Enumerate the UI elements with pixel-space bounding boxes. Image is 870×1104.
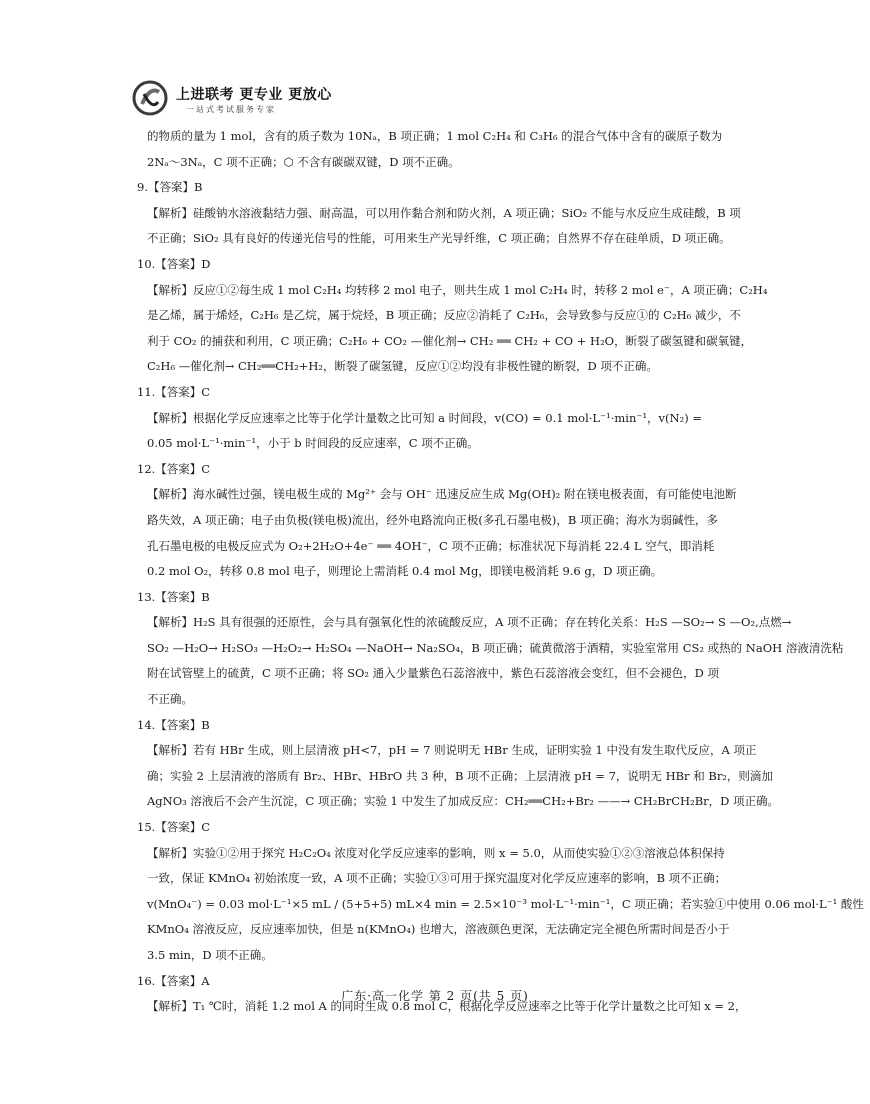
text-line: 【解析】硅酸钠水溶液黏结力强、耐高温，可以用作黏合剂和防火剂，A 项正确；SiO₂ 不能与水反应生成硅酸，B 项 bbox=[147, 205, 741, 220]
text-line: SO₂ —H₂O→ H₂SO₃ —H₂O₂→ H₂SO₄ —NaOH→ Na₂SO₄，B 项正确；硫黄微溶于酒精，实验室常用 CS₂ 或热的 NaOH 溶液清洗粘 bbox=[147, 640, 844, 655]
answer-heading-10: 10.【答案】D bbox=[137, 256, 211, 271]
text-line: 【解析】H₂S 具有很强的还原性，会与具有强氧化性的浓硫酸反应，A 项不正确；存在转化关系：H₂S —SO₂→ S —O₂,点燃→ bbox=[147, 615, 792, 630]
text-line: 【解析】海水碱性过强，镁电极生成的 Mg²⁺ 会与 OH⁻ 迅速反应生成 Mg(OH)₂ 附在镁电极表面，有可能使电池断 bbox=[147, 487, 737, 502]
text-line: 3.5 min，D 项不正确。 bbox=[147, 948, 273, 962]
text-line: 不正确；SiO₂ 具有良好的传递光信号的性能，可用来生产光导纤维，C 项正确；自然界不存在硅单质，D 项正确。 bbox=[147, 231, 731, 246]
text-line: 【解析】反应①②每生成 1 mol C₂H₄ 均转移 2 mol 电子，则共生成 1 mol C₂H₄ 时，转移 2 mol e⁻，A 项正确；C₂H₄ bbox=[147, 282, 768, 297]
text-line: 是乙烯，属于烯烃，C₂H₆ 是乙烷，属于烷烃，B 项正确；反应②消耗了 C₂H₆，会导致参与反应①的 C₂H₆ 减少，不 bbox=[147, 308, 741, 323]
text-line: 确；实验 2 上层清液的溶质有 Br₂、HBr、HBrO 共 3 种，B 项不正确；上层清液 pH = 7，说明无 HBr 和 Br₂，则滴加 bbox=[147, 768, 773, 783]
text-line: C₂H₆ —催化剂→ CH₂══CH₂+H₂，断裂了碳氢键，反应①②均没有非极性键的断裂，D 项不正确。 bbox=[147, 359, 658, 374]
header bbox=[132, 80, 352, 122]
text-line: 利于 CO₂ 的捕获和利用，C 项正确；C₂H₆ + CO₂ —催化剂→ CH₂ ══ CH₂ + CO + H₂O，断裂了碳氢键和碳氧键， bbox=[147, 333, 753, 348]
text-line: KMnO₄ 溶液反应，反应速率加快，但是 n(KMnO₄) 也增大，溶液颜色更深，无法确定完全褪色所需时间是否小于 bbox=[147, 922, 730, 937]
text-line: 孔石墨电极的电极反应式为 O₂+2H₂O+4e⁻ ══ 4OH⁻，C 项不正确；标准状况下每消耗 22.4 L 空气，即消耗 bbox=[147, 538, 715, 553]
answer-heading-11: 11.【答案】C bbox=[137, 384, 211, 399]
text-line: 【解析】若有 HBr 生成，则上层清液 pH<7，pH = 7 则说明无 HBr 生成，证明实验 1 中没有发生取代反应，A 项正 bbox=[147, 743, 757, 758]
text-line: 附在试管壁上的硫黄，C 项不正确；将 SO₂ 通入少量紫色石蕊溶液中，紫色石蕊溶液会变红，但不会褪色，D 项 bbox=[147, 666, 720, 681]
header-slogan: 上进联考 更专业 更放心 bbox=[176, 87, 332, 103]
text-line: 的物质的量为 1 mol，含有的质子数为 10Nₐ，B 项正确；1 mol C₂H₄ 和 C₃H₆ 的混合气体中含有的碳原子数为 bbox=[147, 129, 723, 143]
logo-icon bbox=[132, 80, 168, 116]
answer-heading-14: 14.【答案】B bbox=[137, 717, 210, 732]
answer-explanations bbox=[137, 128, 864, 1024]
header-subslogan: 一站式考试服务专家 bbox=[186, 105, 276, 114]
page-footer: 广东·高一化学 第 2 页(共 5 页) bbox=[341, 989, 529, 1003]
answer-heading-9: 9.【答案】B bbox=[137, 180, 203, 195]
text-line: 【解析】T₁ ℃时，消耗 1.2 mol A 的同时生成 0.8 mol C，根据化学反应速率之比等于化学计量数之比可知 x = 2， bbox=[147, 999, 747, 1014]
text-line: AgNO₃ 溶液后不会产生沉淀，C 项正确；实验 1 中发生了加成反应：CH₂══CH₂+Br₂ ——→ CH₂BrCH₂Br，D 项正确。 bbox=[147, 794, 780, 809]
text-line: 0.05 mol·L⁻¹·min⁻¹，小于 b 时间段的反应速率，C 项不正确。 bbox=[147, 436, 479, 451]
text-line: 一致，保证 KMnO₄ 初始浓度一致，A 项不正确；实验①③可用于探究温度对化学反应速率的影响，B 项不正确； bbox=[147, 871, 727, 886]
text-line: v(MnO₄⁻) = 0.03 mol·L⁻¹×5 mL / (5+5+5) mL×4 min = 2.5×10⁻³ mol·L⁻¹·min⁻¹，C 项正确；若实验①中使用 0.06 mol·L⁻¹ 酸性 bbox=[147, 896, 864, 911]
text-line: 【解析】根据化学反应速率之比等于化学计量数之比可知 a 时间段，v(CO) = 0.1 mol·L⁻¹·min⁻¹，v(N₂) = bbox=[147, 410, 702, 425]
answer-heading-15: 15.【答案】C bbox=[137, 820, 211, 835]
answer-heading-16: 16.【答案】A bbox=[137, 973, 210, 988]
text-line: 路失效，A 项正确；电子由负极(镁电极)流出，经外电路流向正极(多孔石墨电极)，B 项正确；海水为弱碱性，多 bbox=[147, 512, 719, 527]
text-line: 0.2 mol O₂，转移 0.8 mol 电子，则理论上需消耗 0.4 mol Mg，即镁电极消耗 9.6 g，D 项正确。 bbox=[147, 564, 663, 579]
text-line: 【解析】实验①②用于探究 H₂C₂O₄ 浓度对化学反应速率的影响，则 x = 5.0，从而使实验①②③溶液总体积保持 bbox=[147, 845, 725, 860]
text-line: 2Nₐ～3Nₐ，C 项不正确；⬡ 不含有碳碳双键，D 项不正确。 bbox=[147, 154, 460, 169]
text-line: 不正确。 bbox=[147, 692, 193, 707]
answer-heading-12: 12.【答案】C bbox=[137, 461, 211, 476]
answer-heading-13: 13.【答案】B bbox=[137, 589, 210, 604]
